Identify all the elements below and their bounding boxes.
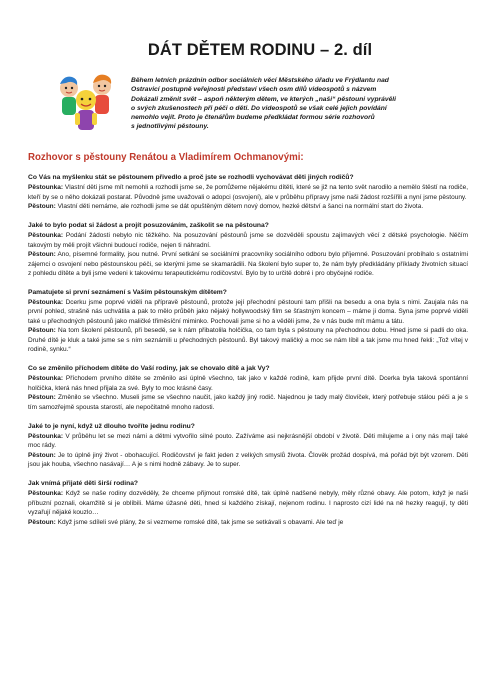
question: Pamatujete si první seznámení s Vaším pěstounským dítětem? [28, 288, 227, 296]
answer [28, 231, 468, 250]
answer-line: Vlastní děti jsme mít nemohli a rozhodli jsme se, že pomůžeme nějakému dítěti, které se již na [64, 184, 337, 192]
answer [28, 298, 468, 327]
question: Jak vnímá přijaté děti širší rodina? [28, 479, 139, 487]
answer-line: skamarádili. Na školení bylo super to, že nám byly předkládány příklady životních situací z pohledu dítěte a [28, 260, 469, 278]
answer-line: Příchodem prvního dítěte se změnilo asi úplně všechno, tak jako v každé rodině, kam přijde první [65, 375, 361, 383]
speaker-label: Pěstounka: [28, 490, 64, 498]
interview-heading: Rozhovor s pěstouny Renátou a Vladimírem Ochmanovými: [28, 152, 304, 163]
answer-line: Na tom školení pěstounů, při besedě, se k nám přibatolila holčička, co tam byla s pěstouny na [57, 327, 334, 335]
answer-line: Dcerku jsme poprvé viděli na přípravě pěstounů, protože její přechodní pěstouni tam přišli na [65, 298, 342, 306]
answer-line: besedu a ona byla s nimi. Zaujala nás na první pohled, strašně nás uchvátila a pak to mělo průběh jako nějaký [28, 298, 468, 316]
answer-line: Když jsme sdíleli své plány, že si vezmeme romské dítě, tak jsme se setkávali s obavami. Ale teď je [57, 518, 344, 526]
qa-section [28, 364, 468, 412]
answer-line: různé obavy. Ale potom, když je naši příbuzní poznali, okamžitě si je oblíbili. Máme úžasné děti, hned si [28, 490, 468, 507]
intro-line: Během letních prázdnin odbor sociálních věcí Městského úřadu ve Frýdlantu nad [131, 77, 389, 84]
answer-line: pěstounů. Byl takový maličký a moc se nám líbil a tak jsme mu hned řekli: „Tož vítej v rodině, synku.“ [28, 336, 468, 354]
answer-line: přechodnou dobu. Hned jsme si padli do oka. Druhé dítě je kluk a také jsme se s ním seznámili u přechodných [28, 327, 468, 344]
speaker-label: Pěstoun: [28, 518, 56, 526]
answer-line: na normální start do života. [344, 203, 424, 211]
answer [28, 393, 468, 412]
qa-section [28, 479, 468, 527]
answer-line: tento svět narodilo a nemělo štěstí na rodiče, kteří by se o něho dokázali postarat. Původně jsme uvažovali o [28, 184, 469, 201]
answer [28, 202, 468, 212]
qa-section [28, 173, 468, 212]
answer [28, 374, 468, 393]
intro-line: nemohlo vejít. Proto je čtenářům budeme předkládat formou série rozhovorů [131, 114, 375, 122]
question: Co Vás na myšlenku stát se pěstounem přivedlo a proč jste se rozhodli vychovávat děti jiných rodičů? [28, 174, 354, 181]
answer-line: každého získají, nejenom rodinu. I naprosto cizí lidé na ně hezky reagují, ty děti vyzařují nějaké kouzlo… [28, 499, 469, 517]
answer [28, 451, 468, 470]
intro-paragraph [131, 76, 453, 132]
question: Jaké to je nyní, když už dlouho tvoříte jednu rodinu? [28, 422, 195, 430]
answer-line: příjemné. Posuzování probíhalo s ostatními zájemci o osvojení nebo pěstounskou péči, se kterými jsme se [28, 251, 469, 268]
speaker-label: Pěstounka: [28, 432, 64, 440]
answer-line: Změnilo se všechno. Museli jsme se všechno naučit, jako každý jiný rodič. Najednou je tady malý [58, 394, 343, 402]
article-title: DÁT DĚTEM RODINU – 2. díl [147, 41, 373, 59]
answer [28, 432, 468, 451]
speaker-label: Pěstoun: [28, 394, 56, 402]
intro-line: s jednotlivými pěstouny. [131, 123, 209, 131]
intro-line: o svých zkušenostech při péči o děti. Do videospotů se však celé jejich povídání [131, 104, 387, 112]
answer-line: hollywoodský film se šťastným koncem – máme ji doma. Syna jsme poprvé viděli také u přechodných [28, 308, 468, 325]
answer-line: Vlastní děti nemáme, ale rozhodli jsme se dát opuštěným dětem nový domov, hezké dětství a šanci [57, 203, 343, 211]
speaker-label: Pěstoun: [28, 251, 56, 259]
answer-line: dítě. Dcerka byla taková spontánní holčička, která nás hned přijala za své. Byly to moc krásné časy. [28, 375, 468, 392]
answer-line: Je to úplně jiný život - obohacující. Rodičovství je fakt jeden z velkých smyslů života. Člověk prožád [58, 451, 351, 459]
children-family-logo-icon [54, 66, 118, 134]
speaker-label: Pěstounka: [28, 184, 64, 192]
question: Co se změnilo příchodem dítěte do Vaší rodiny, jak se chovalo dítě a jak Vy? [28, 365, 270, 373]
answer-line: človíček, který potřebuje stálou péči a je s tím samozřejmě spousta starostí, ale nepočitatně mnoho radosti. [28, 394, 468, 411]
intro-line: Dokázali změnit svět – aspoň některým dětem, ve kterých „naši“ pěstouni vyprávěli [131, 95, 397, 103]
answer-line: Ano, písemné formality, jsou nutné. První setkání se sociálními pracovníky sociálního odboru bylo [57, 251, 341, 259]
qa-section [28, 221, 468, 279]
answer [28, 250, 468, 279]
answer-line: adopci (osvojení), ale v průběhu přípravy jsme naši žádost rozšířili a nyní jsme pěstouny. [211, 193, 467, 201]
speaker-label: Pěstounka: [28, 375, 64, 383]
answer [28, 326, 468, 355]
speaker-label: Pěstounka: [28, 232, 64, 240]
answer [28, 518, 468, 528]
speaker-label: Pěstoun: [28, 203, 56, 211]
answer-line: Když se naše rodiny dozvěděly, že chceme přijmout romské dítě, tak úplně nadšené nebyly, měly [65, 490, 356, 498]
answer-line: pěstounů jako maličké třiměsíční miminko. Pochovali jsme si ho a věděli jsme, že v nás bude mít mámu a tátu. [86, 317, 405, 325]
answer-line: Podání žádosti nebylo nic těžkého. Na posuzování pěstounů jsme se dozvěděli spoustu zajímavých [65, 232, 365, 240]
answer-line: dospívá, má pořád být být vzorem. Děti jsou jak houba, všechno nasávají… A je s nimi hodně zábavy. Je to super. [28, 451, 468, 469]
question: Jaké to bylo podat si žádost a projít posuzováním, zaškolit se na pěstouna? [28, 221, 269, 229]
answer-line: byli jsme vedeni k takovému terapeutickému rodičovství. Bylo by to určitě dobré i pro obyčejné rodiče. [81, 270, 374, 278]
qa-section [28, 422, 468, 470]
qa-section [28, 288, 468, 355]
answer [28, 183, 468, 202]
answer-line: V průběhu let se mezi námi a dětmi vytvořilo silné pouto. Zažíváme asi nejkrásnější období [65, 432, 335, 440]
speaker-label: Pěstoun: [28, 451, 56, 459]
intro-line: Ostravicí postupně veřejnosti představí všech osm dílů videospotů s názvem [131, 86, 377, 94]
speaker-label: Pěstoun: [28, 327, 56, 335]
interview-body [28, 173, 468, 536]
answer [28, 489, 468, 518]
answer-line: věcí z dětské psychologie. Něčím takovým by měli projít všichni budoucí rodiče, nejen ti náhradní. [28, 232, 468, 249]
answer-line: v životě. Děti milujeme a i ony nás mají také moc rády. [28, 432, 468, 450]
speaker-label: Pěstounka: [28, 298, 64, 306]
